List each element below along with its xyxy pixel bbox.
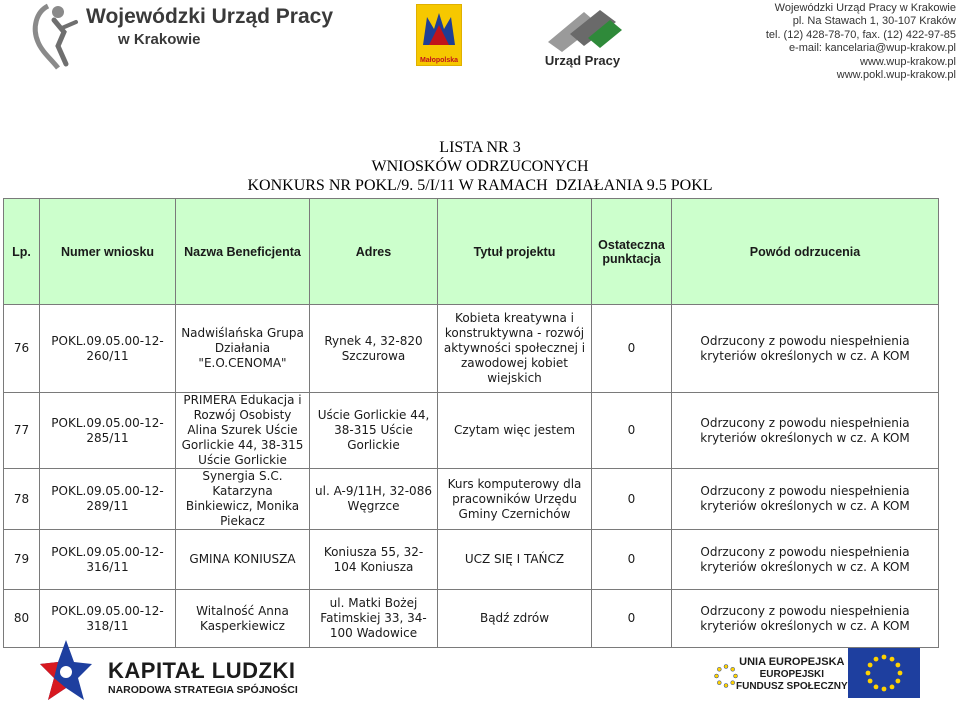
contact-line: tel. (12) 428-78-70, fax. (12) 422-97-85: [765, 28, 956, 41]
cell-tytul: UCZ SIĘ I TAŃCZ: [438, 530, 592, 590]
table-row: [4, 530, 939, 590]
kapital-ludzki-logo: [108, 658, 298, 697]
title-line2: WNIOSKÓW ODRZUCONYCH: [371, 158, 589, 175]
cell-lp: 77: [4, 393, 40, 469]
eu-fund-label: [736, 656, 848, 693]
col-header-numer: Numer wniosku: [40, 199, 176, 305]
cell-numer: POKL.09.05.00-12-260/11: [40, 305, 176, 393]
cell-tytul: Kobieta kreatywna i konstruktywna - rozwój aktywności społecznej i zawodowej kobiet wiejskich: [438, 305, 592, 393]
table-header-row: [4, 199, 939, 305]
org-name: [86, 4, 333, 51]
contact-block: [766, 2, 956, 82]
cell-tytul: Bądź zdrów: [438, 590, 592, 648]
eu-flag-stars-icon: [848, 648, 920, 698]
efs-stars-icon: [714, 664, 738, 688]
cell-punktacja: 0: [592, 530, 672, 590]
cell-adres: Koniusza 55, 32-104 Koniusza: [310, 530, 438, 590]
wup-logo-icon: [28, 2, 80, 70]
eu-line1: UNIA EUROPEJSKA: [739, 656, 845, 668]
malopolska-label: Małopolska: [419, 57, 459, 64]
cell-beneficjent: Witalność Anna Kasperkiewicz: [176, 590, 310, 648]
cell-punktacja: 0: [592, 590, 672, 648]
cell-lp: 78: [4, 469, 40, 530]
cell-adres: ul. Matki Bożej Fatimskiej 33, 34-100 Wadowice: [310, 590, 438, 648]
urzad-pracy-logo: [540, 4, 625, 68]
org-name-line2: w Krakowie: [118, 31, 201, 48]
col-header-lp: Lp.: [4, 199, 40, 305]
kapital-ludzki-label: KAPITAŁ LUDZKI: [108, 658, 296, 683]
cell-numer: POKL.09.05.00-12-316/11: [40, 530, 176, 590]
col-header-punktacja: Ostateczna punktacja: [592, 199, 672, 305]
contact-email[interactable]: e-mail: kancelaria@wup-krakow.pl: [788, 42, 956, 55]
rejected-applications-table: [3, 198, 939, 648]
table-row: [4, 469, 939, 530]
col-header-powod: Powód odrzucenia: [672, 199, 939, 305]
funding-footer: [0, 638, 960, 713]
cell-punktacja: 0: [592, 393, 672, 469]
cell-powod: Odrzucony z powodu niespełnienia kryteriów określonych w cz. A KOM: [672, 469, 939, 530]
eu-line2: EUROPEJSKI: [759, 669, 825, 680]
table-row: [4, 393, 939, 469]
cell-beneficjent: GMINA KONIUSZA: [176, 530, 310, 590]
cell-punktacja: 0: [592, 305, 672, 393]
eu-line3: FUNDUSZ SPOŁECZNY: [736, 681, 848, 692]
urzad-pracy-emblem-icon: [540, 4, 625, 52]
malopolska-emblem-icon: [417, 5, 461, 53]
cell-adres: Rynek 4, 32-820 Szczurowa: [310, 305, 438, 393]
contact-line: pl. Na Stawach 1, 30-107 Kraków: [792, 15, 956, 28]
document-title: [0, 138, 960, 195]
cell-powod: Odrzucony z powodu niespełnienia kryteriów określonych w cz. A KOM: [672, 590, 939, 648]
col-header-beneficjent: Nazwa Beneficjenta: [176, 199, 310, 305]
table-row: [4, 305, 939, 393]
cell-lp: 80: [4, 590, 40, 648]
cell-powod: Odrzucony z powodu niespełnienia kryteriów określonych w cz. A KOM: [672, 305, 939, 393]
cell-powod: Odrzucony z powodu niespełnienia kryteriów określonych w cz. A KOM: [672, 530, 939, 590]
cell-adres: ul. A-9/11H, 32-086 Węgrzce: [310, 469, 438, 530]
malopolska-logo: [416, 4, 462, 66]
letterhead: [0, 0, 960, 84]
cell-beneficjent: Synergia S.C. Katarzyna Binkiewicz, Monika Piekacz: [176, 469, 310, 530]
urzad-pracy-label: Urząd Pracy: [544, 53, 621, 68]
cell-lp: 79: [4, 530, 40, 590]
cell-punktacja: 0: [592, 469, 672, 530]
col-header-tytul: Tytuł projektu: [438, 199, 592, 305]
cell-powod: Odrzucony z powodu niespełnienia kryteriów określonych w cz. A KOM: [672, 393, 939, 469]
contact-website[interactable]: www.pokl.wup-krakow.pl: [836, 69, 956, 82]
cell-tytul: Czytam więc jestem: [438, 393, 592, 469]
cell-numer: POKL.09.05.00-12-289/11: [40, 469, 176, 530]
title-line1: LISTA NR 3: [439, 139, 521, 156]
eu-flag-icon: [848, 648, 920, 698]
cell-numer: POKL.09.05.00-12-318/11: [40, 590, 176, 648]
kapital-ludzki-star-icon: [38, 638, 94, 710]
cell-beneficjent: PRIMERA Edukacja i Rozwój Osobisty Alina Szurek Uście Gorlickie 44, 38-315 Uście Gorlickie: [176, 393, 310, 469]
cell-numer: POKL.09.05.00-12-285/11: [40, 393, 176, 469]
contact-line: Wojewódzki Urząd Pracy w Krakowie: [774, 2, 956, 14]
cell-tytul: Kurs komputerowy dla pracowników Urzędu Gminy Czernichów: [438, 469, 592, 530]
cell-lp: 76: [4, 305, 40, 393]
title-line3: KONKURS NR POKL/9. 5/I/11 W RAMACH DZIAŁANIA 9.5 POKL: [247, 177, 713, 194]
cell-adres: Uście Gorlickie 44, 38-315 Uście Gorlickie: [310, 393, 438, 469]
cell-beneficjent: Nadwiślańska Grupa Działania "E.O.CENOMA": [176, 305, 310, 393]
org-name-line1: Wojewódzki Urząd Pracy: [86, 5, 334, 28]
col-header-adres: Adres: [310, 199, 438, 305]
strategia-label: NARODOWA STRATEGIA SPÓJNOŚCI: [108, 684, 298, 696]
contact-website[interactable]: www.wup-krakow.pl: [860, 55, 956, 68]
